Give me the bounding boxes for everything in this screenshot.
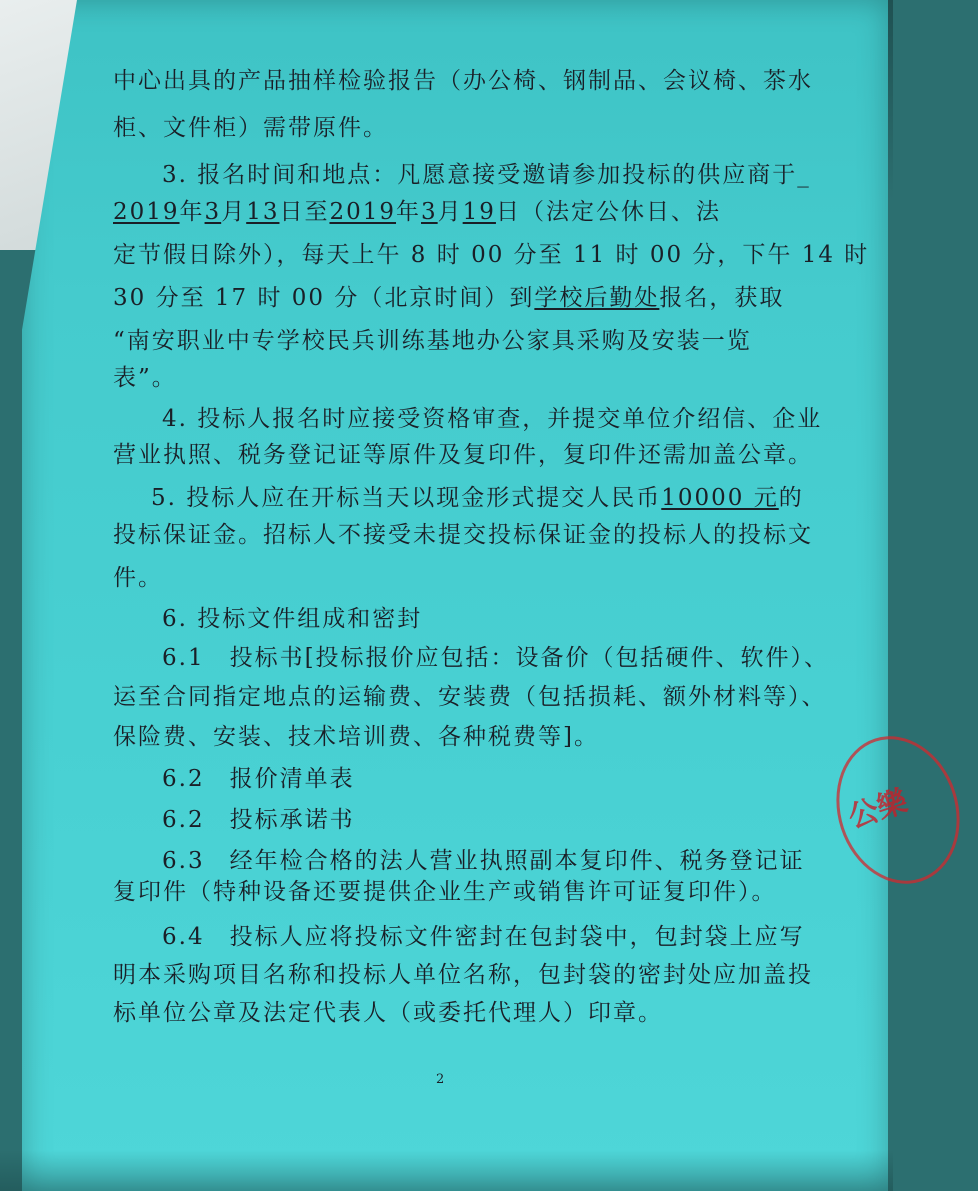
text-line-8: 表”。	[113, 365, 177, 391]
start-year: 2019	[113, 199, 180, 225]
text-line-13: 件。	[113, 565, 163, 591]
page-bottom-shadow	[0, 1150, 893, 1191]
end-year: 2019	[329, 199, 397, 225]
text-line-7: “南安职业中专学校民兵训练基地办公家具采购及安装一览	[113, 328, 752, 354]
end-month: 3	[421, 199, 438, 225]
text-register: 报名，获取	[659, 285, 785, 311]
text-de: 的	[778, 485, 804, 511]
text-year: 年	[179, 199, 205, 225]
text-line-4	[113, 197, 721, 227]
text-line-12: 投标保证金。招标人不接受未提交投标保证金的投标人的投标文	[113, 522, 813, 548]
text-line-18: 6.2 报价清单表	[162, 766, 355, 792]
red-seal-stamp: 公樂	[818, 720, 978, 900]
end-day: 19	[462, 199, 496, 225]
text-line-1: 中心出具的产品抽样检验报告（办公椅、钢制品、会议椅、茶水	[113, 68, 813, 94]
text-line-5: 定节假日除外），每天上午 8 时 00 分至 11 时 00 分，下午 14 时	[113, 242, 870, 268]
text-line-15: 6.1 投标书[投标报价应包括：设备价（包括硬件、软件）、	[162, 645, 830, 671]
start-day: 13	[246, 199, 280, 225]
text-line-10: 营业执照、税务登记证等原件及复印件，复印件还需加盖公章。	[113, 442, 813, 468]
text-line-24: 标单位公章及法定代表人（或委托代理人）印章。	[113, 1000, 663, 1026]
text-year-2: 年	[396, 199, 422, 225]
text-month: 月	[221, 199, 247, 225]
page-number: 2	[436, 1072, 445, 1087]
text-line-16: 运至合同指定地点的运输费、安装费（包括损耗、额外材料等）、	[113, 684, 827, 710]
text-line-19: 6.2 投标承诺书	[162, 807, 355, 833]
text-line-3: 3. 报名时间和地点：凡愿意接受邀请参加投标的供应商于_	[162, 162, 811, 188]
text-line-11	[151, 483, 804, 513]
text-line-14: 6. 投标文件组成和密封	[162, 606, 423, 632]
text-day-to: 日至	[279, 199, 330, 225]
text-line-20: 6.3 经年检合格的法人营业执照副本复印件、税务登记证	[162, 848, 805, 874]
registration-place: 学校后勤处	[534, 285, 660, 311]
text-line-6	[113, 283, 784, 313]
text-line-22: 6.4 投标人应将投标文件密封在包封袋中，包封袋上应写	[162, 924, 805, 950]
text-deposit: 5. 投标人应在开标当天以现金形式提交人民币	[151, 485, 662, 511]
text-line-17: 保险费、安装、技术培训费、各种税费等]。	[113, 724, 599, 750]
text-month-2: 月	[437, 199, 463, 225]
text-line-23: 明本采购项目名称和投标人单位名称，包封袋的密封处应加盖投	[113, 962, 813, 988]
text-time: 30 分至 17 时 00 分（北京时间）到	[113, 285, 535, 311]
deposit-amount: 10000 元	[661, 485, 779, 511]
text-line-9: 4. 投标人报名时应接受资格审查，并提交单位介绍信、企业	[162, 406, 823, 432]
text-holiday: 日（法定公休日、法	[495, 199, 721, 225]
text-line-21: 复印件（特种设备还要提供企业生产或销售许可证复印件）。	[113, 879, 777, 905]
start-month: 3	[204, 199, 222, 225]
text-line-2: 柜、文件柜）需带原件。	[113, 115, 388, 141]
